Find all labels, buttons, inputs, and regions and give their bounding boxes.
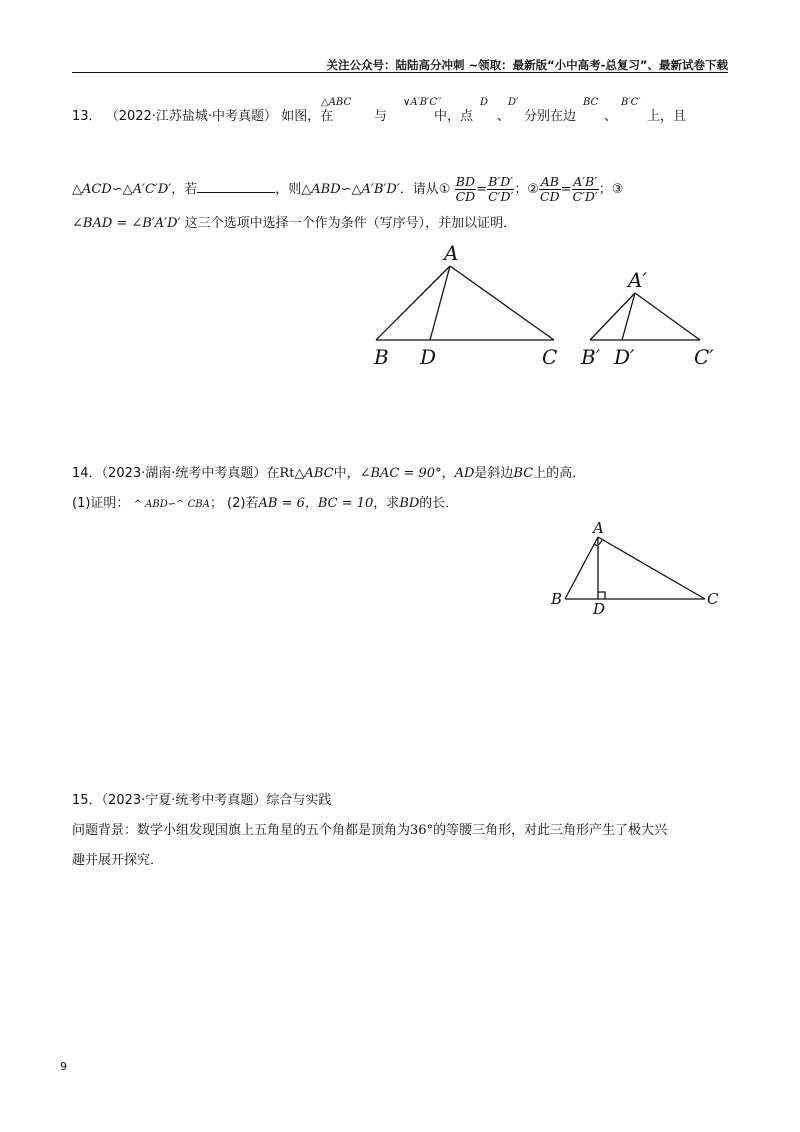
line-ad: [430, 266, 450, 340]
answer-blank[interactable]: [197, 179, 275, 193]
right-angle-mark-d: [598, 592, 605, 599]
label-c: C: [707, 590, 719, 608]
label-d: D: [593, 600, 606, 618]
q13-figure: [370, 240, 720, 375]
page-header: 关注公众号：陆陆高分冲刺 ~领取：最新版“小中高考-总复习”、最新试卷下载: [326, 58, 728, 72]
label-c-prime: C′: [694, 345, 714, 369]
label-c: C: [542, 345, 558, 369]
q15-background-line2: 趣并展开探究．: [72, 853, 164, 868]
q13-dun: 、: [497, 109, 511, 124]
q13-tri-abc: △ABC: [321, 97, 352, 108]
q13-side-bc: BC: [583, 97, 599, 108]
q13-opt2-frac-right: $\frac{A'B'}{C'D'}$: [572, 174, 598, 204]
q13-yu: 与: [374, 109, 388, 124]
q13-line3: ∠BAD = ∠B′A′D′ 这三个选项中选择一个作为条件（写序号），并加以证明．: [72, 216, 517, 231]
label-a-prime: A′: [628, 268, 647, 292]
label-d: D: [420, 345, 437, 369]
q13-point-label: 中，点: [434, 109, 474, 124]
label-a: A: [593, 519, 604, 537]
q13-side-bc-prime: B′C′: [621, 97, 641, 108]
label-b: B: [374, 345, 389, 369]
line-ab: [376, 266, 450, 340]
label-b: B: [551, 590, 563, 608]
label-b-prime: B′: [581, 345, 601, 369]
q13-opt1-frac-left: $\frac{BD}{CD}$: [455, 174, 476, 204]
q13-and: 上，且: [647, 109, 687, 124]
q15-background-line1: 问题背景：数学小组发现国旗上五角星的五个角都是顶角为36°的等腰三角形，对此三角形产生了极大兴: [72, 823, 668, 838]
header-divider: [72, 72, 728, 73]
q14-line1: 14．（2023·湖南·统考中考真题）在Rt△ABC中，∠BAC = 90°，AD是斜边BC上的高．: [72, 466, 586, 481]
label-d-prime: D′: [614, 345, 635, 369]
line-a2c2: [635, 293, 700, 340]
line-ac: [598, 537, 705, 599]
line-ac: [450, 266, 554, 340]
q13-dun-2: 、: [604, 109, 618, 124]
page-number: 9: [60, 1060, 67, 1073]
q13-opt1-frac-right: $\frac{B'D'}{C'D'}$: [488, 174, 514, 204]
q13-line2: △ACD∽△A′C′D′，若 ，则△ABD∽△A′B′D′．请从① $\frac{BD}{CD}$ = $\frac{B'D'}{C'D'}$ ；② $\frac{AB}{CD}$ = $\frac{A'B'}{C'D'}$ ；③: [72, 174, 624, 204]
q13-opt2-frac-left: $\frac{AB}{CD}$: [540, 174, 560, 204]
label-a: A: [444, 241, 459, 265]
q13-point-d-prime: D′: [508, 97, 519, 108]
q13-on-sides: 分别在边: [524, 109, 577, 124]
q13-tri-abc-prime: ∨A′B′C′′: [403, 97, 442, 108]
q14-line2: (1)证明： ^ ABD∽^ CBA； (2)若AB = 6，BC = 10，求BD的长．: [72, 496, 459, 511]
q13-point-d: D: [480, 97, 489, 108]
line-ab: [565, 537, 598, 599]
q15-heading: 15．（2023·宁夏·统考中考真题）综合与实践: [72, 793, 332, 808]
q13-line1: 13． （2022·江苏盐城·中考真题） 如图，在: [72, 109, 334, 124]
q14-figure: [545, 518, 725, 618]
